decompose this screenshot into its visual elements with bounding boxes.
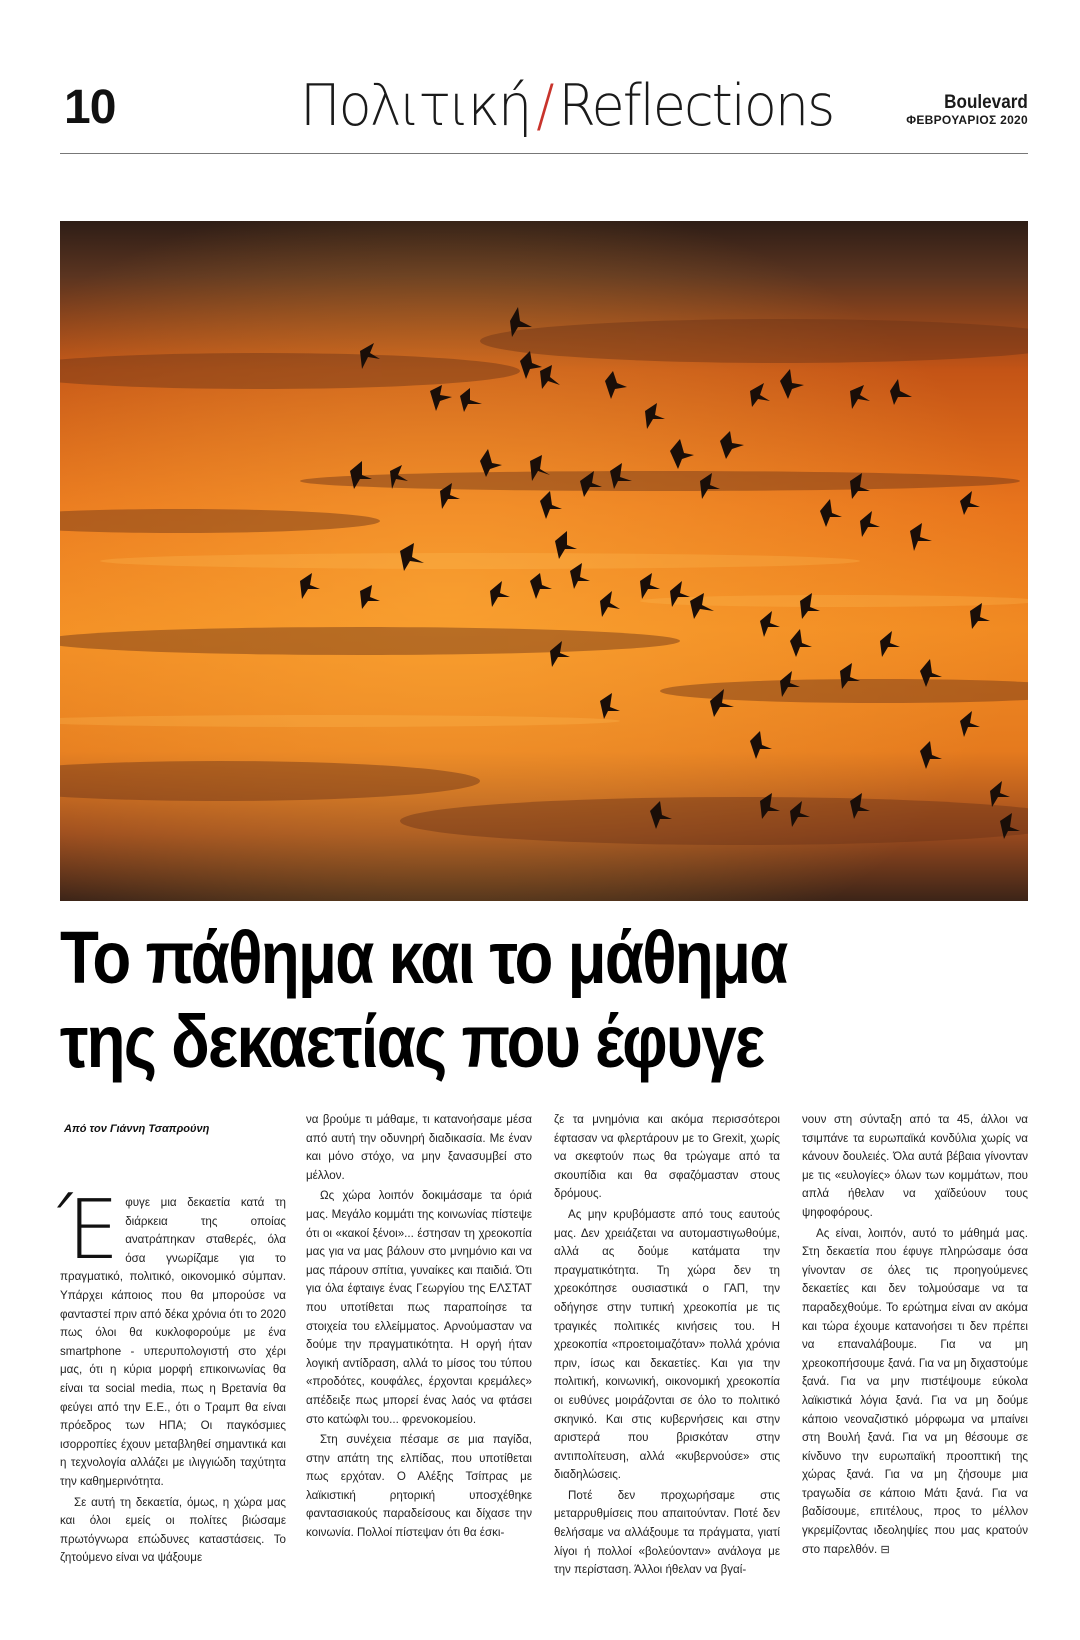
paragraph: να βρούμε τι μάθαμε, τι κατανοήσαμε μέσα από αυτή την οδυνηρή διαδικασία. Με έναν και μόνο στόχο, να μην ξανασυμβεί στο μέλλον. bbox=[306, 1113, 532, 1182]
header-divider bbox=[60, 153, 1028, 154]
byline: Από τον Γιάννη Τσαπρούνη bbox=[64, 1123, 210, 1135]
page-header bbox=[60, 72, 1028, 152]
end-of-article-icon: ⊟ bbox=[880, 1543, 890, 1556]
paragraph: νουν στη σύνταξη από τα 45, άλλοι να τσιμπάνε τα ευρωπαϊκά κονδύλια χωρίς να κάνουν δουλειές. Όλα αυτά βέβαια γίνονταν με τις «ευλογίες» όλων των κομμάτων, που απλά ήθελαν να χαϊδεύουν τους ψηφοφόρους. bbox=[802, 1113, 1028, 1219]
section-title-greek: Πολιτική bbox=[300, 72, 531, 139]
birds-at-sunset-photo bbox=[60, 221, 1028, 901]
issue-date: ΦΕΒΡΟΥΑΡΙΟΣ 2020 bbox=[906, 113, 1028, 127]
section-title-english: Reflections bbox=[558, 72, 834, 139]
paragraph: Ποτέ δεν προχωρήσαμε στις μεταρρυθμίσεις που απαιτούνταν. Ποτέ δεν θελήσαμε να αλλάξουμε τα πράγματα, γιατί λίγοι ή πολλοί «βολεύονταν» ανάλογα με την περίσταση. Άλλοι ήθελαν να βγαί- bbox=[554, 1488, 780, 1577]
column-1 bbox=[60, 1114, 286, 1570]
paragraph: Στη συνέχεια πέσαμε σε μια παγίδα, στην απάτη της ελπίδας, που υποτίθεται πως ερχόταν. Ο Αλέξης Τσίπρας με λαϊκιστική ρητορική υποσχέθηκε φαντασιακούς παραδείσους και δίχασε την κοινωνία. Πολλοί πίστεψαν ότι θα έσκι- bbox=[306, 1433, 532, 1540]
brand-name: Boulevard bbox=[944, 92, 1028, 113]
paragraph bbox=[802, 1225, 1028, 1560]
column-2 bbox=[306, 1111, 532, 1545]
section-separator: / bbox=[536, 72, 553, 139]
page-number: 10 bbox=[64, 81, 116, 134]
paragraph: Ως χώρα λοιπόν δοκιμάσαμε τα όριά μας. Μεγάλο κομμάτι της κοινωνίας πίστεψε ότι οι «κακοί ξένοι»... έστησαν τη χρεοκοπία μας για να μας βάλουν στο μνημόνιο και να μας πάρουν σπίτια, γυναίκες και παιδιά. Ότι για όλα έφταιγε ένας Γεωργίου της ΕΛΣΤΑΤ που υποτίθεται πως παραποίησε τα στοιχεία του ελλείμματος. Αρνούμασταν να δούμε την πραγματικότητα. Η οργή ήταν λογική αντίδραση, αλλά το μίσος του τύπου «προδότες, κουφάλες, έρχονται κρεμάλες» απέδειξε πως μπορεί ένας λαός να φτάσει στο κατώφλι του... φρενοκομείου. bbox=[306, 1189, 532, 1426]
dropcap: Έ bbox=[58, 1183, 120, 1278]
paragraph: Σε αυτή τη δεκαετία, όμως, η χώρα μας και όλοι εμείς οι πολίτες βιώσαμε πρωτόγνωρα επώδυνες καταστάσεις. Το ζητούμενο είναι να ψάξουμε bbox=[60, 1495, 286, 1565]
publication-brand bbox=[906, 94, 1028, 128]
headline-line-1: Το πάθημα και το μάθημα bbox=[60, 916, 787, 999]
column-4 bbox=[802, 1111, 1028, 1561]
column-3 bbox=[554, 1111, 780, 1582]
article-headline bbox=[60, 916, 892, 1084]
headline-line-2: της δεκαετίας που έφυγε bbox=[60, 1000, 764, 1083]
paragraph bbox=[58, 1183, 286, 1492]
paragraph: ζε τα μνημόνια και ακόμα περισσότεροι έφτασαν να φλερτάρουν με το Grexit, χωρίς να σκεφτούν πως θα τρώγαμε από τα σκουπίδια και θα σφαζόμασταν στους δρόμους. bbox=[554, 1113, 780, 1201]
hero-photo bbox=[60, 221, 1028, 901]
paragraph-text: φυγε μια δεκαετία κατά τη διάρκεια της οποίας ανατράπηκαν σταθερές, όλα όσα γνωρίζαμε για το πραγματικό, πολιτικό, οικονομικό σύμπαν. Υπάρχει κάποιος που θα μπορούσε να φανταστεί πριν από δέκα χρόνια ότι το 2020 πως όλοι θα κυκλοφορούμε με ένα smartphone - υπερυπολογιστή στο χέρι μας, ότι η κύρια μορφή επικοινωνίας θα είναι τα social media, πως η Βρετανία θα φεύγει από την Ε.Ε., ότι ο Τραμπ θα είναι πρόεδρος των ΗΠΑ; Οι παγκόσμιες ισορροπίες έχουν μεταβληθεί σημαντικά και η τεχνολογία αλλάζει με ιλιγγιώδη ταχύτητα την καθημερινότητα. bbox=[60, 1196, 286, 1488]
article-body bbox=[58, 1113, 1028, 1577]
paragraph-text: Ας είναι, λοιπόν, αυτό το μάθημά μας. Στη δεκαετία που έφυγε πληρώσαμε όσα γίνονταν σε όλες τις προηγούμενες δεκαετίες και δεν τολμούσαμε να τα παραδεχθούμε. Το ερώτημα είναι αν ακόμα και τώρα έχουμε κατανοήσει τι δεν πρέπει να επαναλάβουμε. Για να μη χρεοκοπήσουμε ξανά. Για να μη διχαστούμε ξανά. Για να μην πιστέψουμε εύκολα λαϊκιστικά λόγια ξανά. Για να μη δούμε κάποιο νεοναζιστικό μόρφωμα να μπαίνει στη Βουλή ξανά. Για να μη θέσουμε σε κίνδυνο την ευρωπαϊκή προοπτική της χώρας ξανά. Για να μη ζήσουμε μια τραγωδία σε κάποιο Μάτι ξανά. Για να βαδίσουμε, επιτέλους, προς το μέλλον γκρεμίζοντας ιδεοληψίες που μας κρατούν στο παρελθόν. bbox=[802, 1226, 1028, 1556]
section-title bbox=[300, 72, 833, 138]
paragraph: Ας μην κρυβόμαστε από τους εαυτούς μας. Δεν χρειάζεται να αυτομαστιγωθούμε, αλλά ας δούμε κατάματα την πραγματικότητα. Τη χώρα δεν τη χρεοκόπησε ουσιαστικά ο ΓΑΠ, την οδήγησε στην τυπική χρεοκοπία με τις τραγικές πολιτικές κινήσεις του. Η χρεοκοπία «προετοιμαζόταν» πολλά χρόνια πριν, ίσως και δεκαετίες. Και για την πολιτική, κοινωνική, οικονομική χρεοκοπία οι ευθύνες μοιράζονται σε όλο το πολιτικό σκηνικό. Και στις κυβερνήσεις και στην αριστερά που βρισκόταν στην αντιπολίτευση, αλλά «κυβερνούσε» στις διαδηλώσεις. bbox=[554, 1207, 780, 1482]
